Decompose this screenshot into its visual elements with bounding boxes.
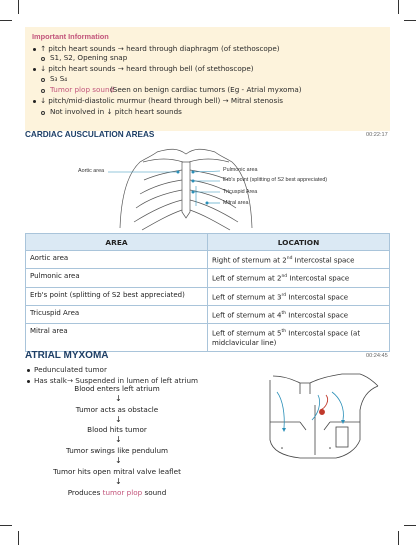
timestamp: 00:24:45: [366, 353, 388, 359]
timestamp: 00:22:17: [366, 132, 388, 138]
mitral-area-label: Mitral area: [223, 200, 249, 206]
flow-step: Blood hits tumor: [87, 425, 147, 434]
area-cell: Aortic area: [26, 251, 208, 269]
flow-arrow: ↓: [115, 435, 122, 444]
flow-arrow: ↓: [115, 394, 122, 403]
flow-arrow: ↓: [115, 456, 122, 465]
location-cell: Left of sternum at 5th Intercostal space (at midclavicular line): [208, 324, 390, 351]
flow-step: Tumor acts as obstacle: [75, 405, 159, 414]
flow-step: Tumor swings like pendulum: [65, 446, 169, 455]
location-cell: Left of sternum at 2nd Intercostal space: [208, 269, 390, 287]
erbs-point-label: Erb's point (splitting of S2 best appreciated): [223, 177, 328, 183]
tricuspid-area-label: Tricuspid Area: [223, 189, 258, 195]
tumor-plop-sound-label: Tumor plop sound: [50, 85, 115, 94]
location-cell: Left of sternum at 3rd Intercostal space: [208, 287, 390, 305]
info-item: S1, S2, Opening snap: [50, 53, 128, 62]
flow-step: Tumor hits open mitral valve leaflet: [53, 467, 181, 476]
flow-final-step: Produces tumor plop sound: [67, 488, 167, 497]
aortic-area-label: Aortic area: [78, 168, 105, 174]
info-item: ↑ pitch heart sounds → heard through diaphragm (of stethoscope): [40, 44, 280, 53]
area-cell: Mitral area: [26, 324, 208, 351]
myxoma-bullet: Pedunculated tumor: [34, 365, 107, 374]
pulmonic-area-label: Pulmonic area: [223, 167, 258, 173]
info-title: Important Information: [32, 32, 109, 41]
info-item: (Seen on benign cardiac tumors (Eg - Atrial myxoma): [110, 85, 302, 94]
flow-step: Blood enters left atrium: [74, 384, 160, 393]
area-cell: Erb's point (splitting of S2 best appreciated): [26, 287, 208, 305]
tumor-plop-highlight: tumor plop: [102, 488, 143, 497]
flow-arrow: ↓: [115, 415, 122, 424]
info-item: ↓ pitch heart sounds → heard through bell (of stethoscope): [40, 64, 254, 73]
section-heading: CARDIAC AUSCULATION AREAS: [25, 130, 155, 139]
myxoma-bullet: Has stalk→ Suspended in lumen of left atrium: [34, 376, 199, 385]
flow-arrow: ↓: [115, 477, 122, 486]
area-cell: Tricuspid Area: [26, 305, 208, 323]
location-cell: Right of sternum at 2nd Intercostal space: [208, 251, 390, 269]
info-item: S₃ S₄: [50, 74, 68, 83]
location-cell: Left of sternum at 4th Intercostal space: [208, 305, 390, 323]
info-item: ↓ pitch/mid-diastolic murmur (heard through bell) → Mitral stenosis: [40, 96, 283, 105]
column-header: LOCATION: [208, 234, 390, 251]
column-header: AREA: [26, 234, 208, 251]
section-heading: ATRIAL MYXOMA: [25, 350, 109, 361]
area-cell: Pulmonic area: [26, 269, 208, 287]
info-item: Not involved in ↓ pitch heart sounds: [50, 107, 182, 116]
